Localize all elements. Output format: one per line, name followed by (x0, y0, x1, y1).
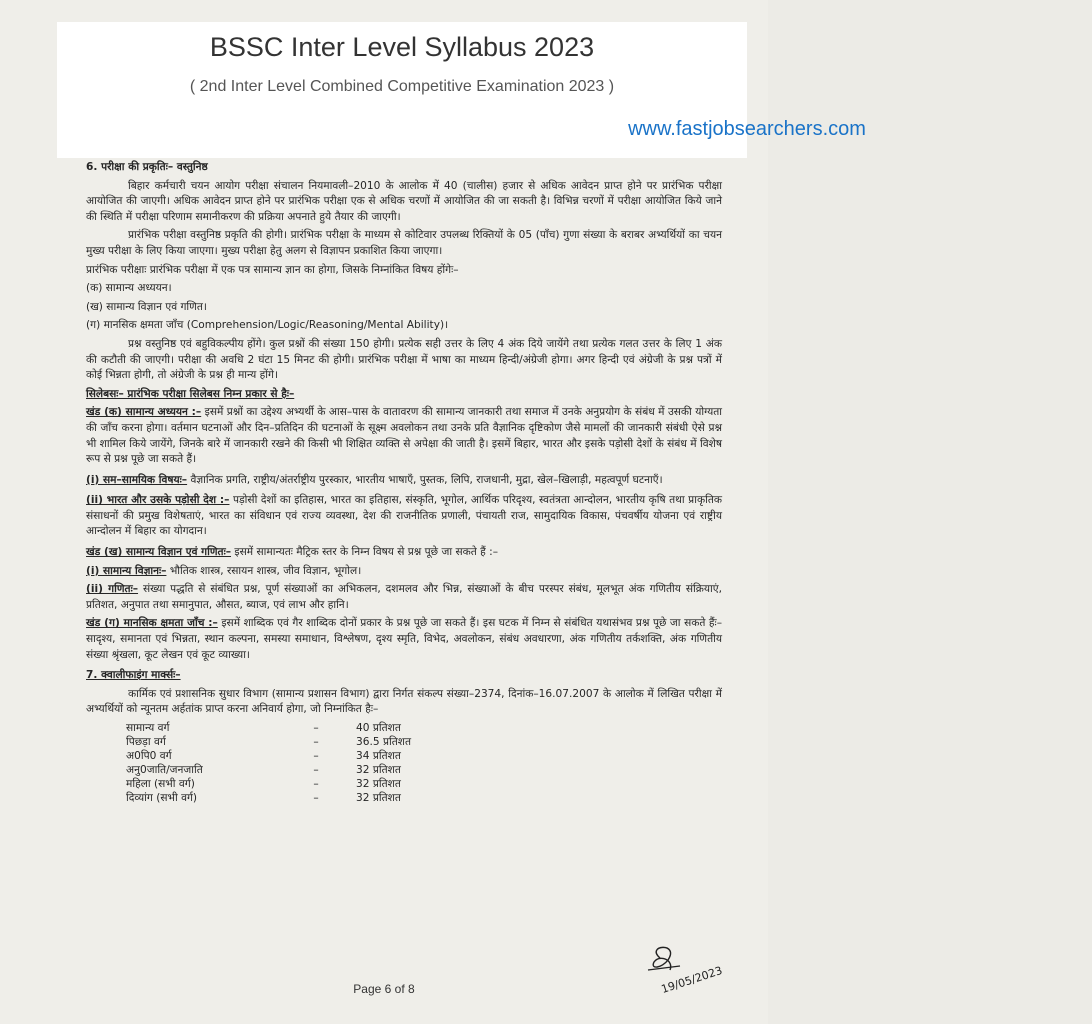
section-7-heading: 7. क्वालीफाइंग मार्क्सः– (86, 669, 181, 682)
paragraph: खंड (क) सामान्य अध्ययन :– इसमें प्रश्नों का उद्देश्य अभ्यर्थी के आस–पास के वातावरण की सामान्य जानकारी तथा समाज में उनके अनुप्रयोग के संबंध में उसकी योग्यता की जाँच करना होगा। वर्तमान घटनाओं और दिन–प्रतिदिन की घटनाओं के सूक्ष्म अवलोकन तथा उनके प्रति वैज्ञानिक दृष्टिकोण जैसे मामलों की जानकारी संबंधी ऐसे प्रश्न भी शामिल किये जायेंगे, जिनके बारे में जानकारी रखने की किसी भी शिक्षित व्यक्ति से अपेक्षा की जाती है। इसमें बिहार, भारत और इसके पड़ोसी देशों के संबंध में विशेष रूप से प्रश्न पूछे जा सकते हैं। (86, 406, 723, 466)
table-row (126, 735, 411, 749)
section-6-heading: 6. परीक्षा की प्रकृतिः– वस्तुनिष्ठ (86, 161, 208, 173)
header-banner (57, 22, 866, 158)
page-subtitle: ( 2nd Inter Level Combined Competitive Examination 2023 ) (189, 78, 615, 95)
subsection-heading: (ii) गणितः– (86, 583, 139, 596)
table-cell: 32 प्रतिशत (356, 792, 401, 804)
paragraph: खंड (ग) मानसिक क्षमता जाँच :– इसमें शाब्दिक एवं गैर शाब्दिक दोनों प्रकार के प्रश्न पूछे जा सकते हैं। इस घटक में निम्न से संबंधित यथासंभव प्रश्न पूछे जा सकते हैंः– सादृश्य, समानता एवं भिन्नता, स्थान कल्पना, समस्या समाधान, विश्लेषण, दृश्य स्मृति, विभेद, अवलोकन, संबंध अवधारणा, अंक गणितीय तर्कशक्ति, अंक गणितीय संख्या श्रृंखला, कूट लेखन एवं कूट व्याख्या। (86, 617, 722, 661)
table-cell: महिला (सभी वर्ग) (126, 778, 195, 790)
paragraph: (i) सम–सामयिक विषयः– वैज्ञानिक प्रगति, राष्ट्रीय/अंतर्राष्ट्रीय पुरस्कार, भारतीय भाषाएँ, पुस्तक, लिपि, राजधानी, मुद्रा, खेल–खिलाड़ी, महत्वपूर्ण घटनाएँ। (86, 473, 663, 486)
paragraph: प्रश्न वस्तुनिष्ठ एवं बहुविकल्पीय होंगे। कुल प्रश्नों की संख्या 150 होगी। प्रत्येक सही उत्तर के लिए 4 अंक दिये जायेंगे तथा प्रत्येक गलत उत्तर के लिए 1 अंक की कटौती की जाएगी। परीक्षा की अवधि 2 घंटा 15 मिनट की होगी। प्रारंभिक परीक्षा में भाषा का माध्यम हिन्दी/अंग्रेजी होगा। अगर हिन्दी एवं अंग्रेजी के प्रश्न पत्रों में कोई भिन्नता होगी, तो अंग्रेजी के प्रश्न ही मान्य होंगे। (86, 337, 722, 382)
table-cell: – (313, 750, 319, 762)
paragraph: प्रारंभिक परीक्षा वस्तुनिष्ठ प्रकृति की होगी। प्रारंभिक परीक्षा के माध्यम से कोटिवार उपलब्ध रिक्तियों के 05 (पाँच) गुणा संख्या के बराबर अभ्यर्थियों का चयन मुख्य परीक्षा के लिए किया जाएगा। मुख्य परीक्षा हेतु अलग से विज्ञापन प्रकाशित किया जाएगा। (86, 229, 722, 257)
paragraph: (ii) भारत और उसके पड़ोसी देश :– पड़ोसी देशों का इतिहास, भारत का इतिहास, संस्कृति, भूगोल, आर्थिक परिदृश्य, स्वतंत्रता आन्दोलन, भारतीय कृषि तथा प्राकृतिक संसाधनों की प्रमुख विशेषताएं, भारत का संविधान एवं राज्य व्यवस्था, देश की राजनीतिक प्रणाली, पंचायती राज, सामुदायिक विकास, पंचवर्षीय योजना एवं राष्ट्रीय आन्दोलन में बिहार का योगदान। (86, 494, 723, 538)
table-cell: दिव्यांग (सभी वर्ग) (126, 792, 198, 804)
table-cell: 34 प्रतिशत (356, 750, 401, 762)
list-item: (ख) सामान्य विज्ञान एवं गणित। (86, 300, 207, 313)
paragraph: (i) सामान्य विज्ञानः– भौतिक शास्त्र, रसायन शास्त्र, जीव विज्ञान, भूगोल। (86, 564, 362, 577)
paragraph: खंड (ख) सामान्य विज्ञान एवं गणितः– इसमें सामान्यतः मैट्रिक स्तर के निम्न विषय से प्रश्न पूछे जा सकते हैं :– (86, 546, 499, 559)
syllabus-heading: सिलेबसः– प्रारंभिक परीक्षा सिलेबस निम्न प्रकार से हैः– (86, 387, 295, 400)
table-row (126, 763, 411, 777)
table-cell: अनु0जाति/जनजाति (126, 764, 203, 776)
signature-date: 19/05/2023 (659, 963, 724, 996)
table-cell: 40 प्रतिशत (356, 722, 401, 734)
table-cell: 32 प्रतिशत (356, 764, 401, 776)
subsection-heading: (i) सम–सामयिक विषयः– (86, 473, 188, 486)
list-item: (क) सामान्य अध्ययन। (86, 282, 172, 295)
paragraph: (ii) गणितः– संख्या पद्धति से संबंधित प्रश्न, पूर्ण संख्याओं का अभिकलन, दशमलव और भिन्न, संख्याओं के बीच परस्पर संबंध, मूलभूत अंक गणितीय संक्रियाएं, प्रतिशत, अनुपात तथा समानुपात, औसत, ब्याज, एवं लाभ और हानि। (86, 583, 723, 611)
subsection-heading: (ii) भारत और उसके पड़ोसी देश :– (86, 494, 230, 507)
table-cell: पिछड़ा वर्ग (126, 736, 166, 748)
table-row (126, 749, 411, 763)
website-link[interactable]: www.fastjobsearchers.com (628, 118, 866, 140)
table-row (126, 721, 411, 735)
paragraph: कार्मिक एवं प्रशासनिक सुधार विभाग (सामान्य प्रशासन विभाग) द्वारा निर्गत संकल्प संख्या–2374, दिनांक–16.07.2007 के आलोक में लिखित परीक्षा में अभ्यर्थियों को न्यूनतम अर्हतांक प्राप्त करना अनिवार्य होगा, जो निम्नांकित हैः– (86, 687, 722, 716)
page-title: BSSC Inter Level Syllabus 2023 (209, 32, 595, 62)
table-cell: 36.5 प्रतिशत (356, 736, 412, 748)
table-cell: – (313, 778, 319, 790)
document-body (86, 160, 722, 805)
table-row (126, 791, 411, 805)
list-item: (ग) मानसिक क्षमता जाँच (Comprehension/Logic/Reasoning/Mental Ability)। (86, 319, 449, 332)
table-cell: 32 प्रतिशत (356, 778, 401, 790)
table-cell: – (313, 736, 319, 748)
section-kh-heading: खंड (ख) सामान्य विज्ञान एवं गणितः– (86, 546, 232, 559)
subsection-heading: (i) सामान्य विज्ञानः– (86, 564, 167, 577)
table-cell: सामान्य वर्ग (126, 722, 170, 734)
paragraph: प्रारंभिक परीक्षाः प्रारंभिक परीक्षा में एक पत्र सामान्य ज्ञान का होगा, जिसके निम्नांकित विषय होंगेः– (86, 263, 459, 276)
table-row (126, 777, 411, 791)
qualifying-marks-table (126, 721, 411, 805)
table-cell: अ0पि0 वर्ग (126, 750, 172, 762)
page-number: Page 6 of 8 (353, 982, 415, 996)
section-k-heading: खंड (क) सामान्य अध्ययन :– (86, 406, 202, 419)
table-cell: – (313, 722, 319, 734)
section-g-heading: खंड (ग) मानसिक क्षमता जाँच :– (86, 617, 218, 630)
table-cell: – (313, 764, 319, 776)
table-cell: – (313, 792, 319, 804)
paragraph: बिहार कर्मचारी चयन आयोग परीक्षा संचालन नियमावली–2010 के आलोक में 40 (चालीस) हजार से अधिक आवेदन प्राप्त होने पर प्रारंभिक परीक्षा आयोजित की जाएगी। अधिक आवेदन प्राप्त होने पर प्रारंभिक परीक्षा एक से अधिक चरणों में आयोजित की जा सकती है। विभिन्न चरणों में परीक्षा आयोजित किये जाने की स्थिति में परीक्षा परिणाम समानीकरण की प्रक्रिया अपनाते हुये तैयार की जाएगी। (86, 179, 722, 223)
